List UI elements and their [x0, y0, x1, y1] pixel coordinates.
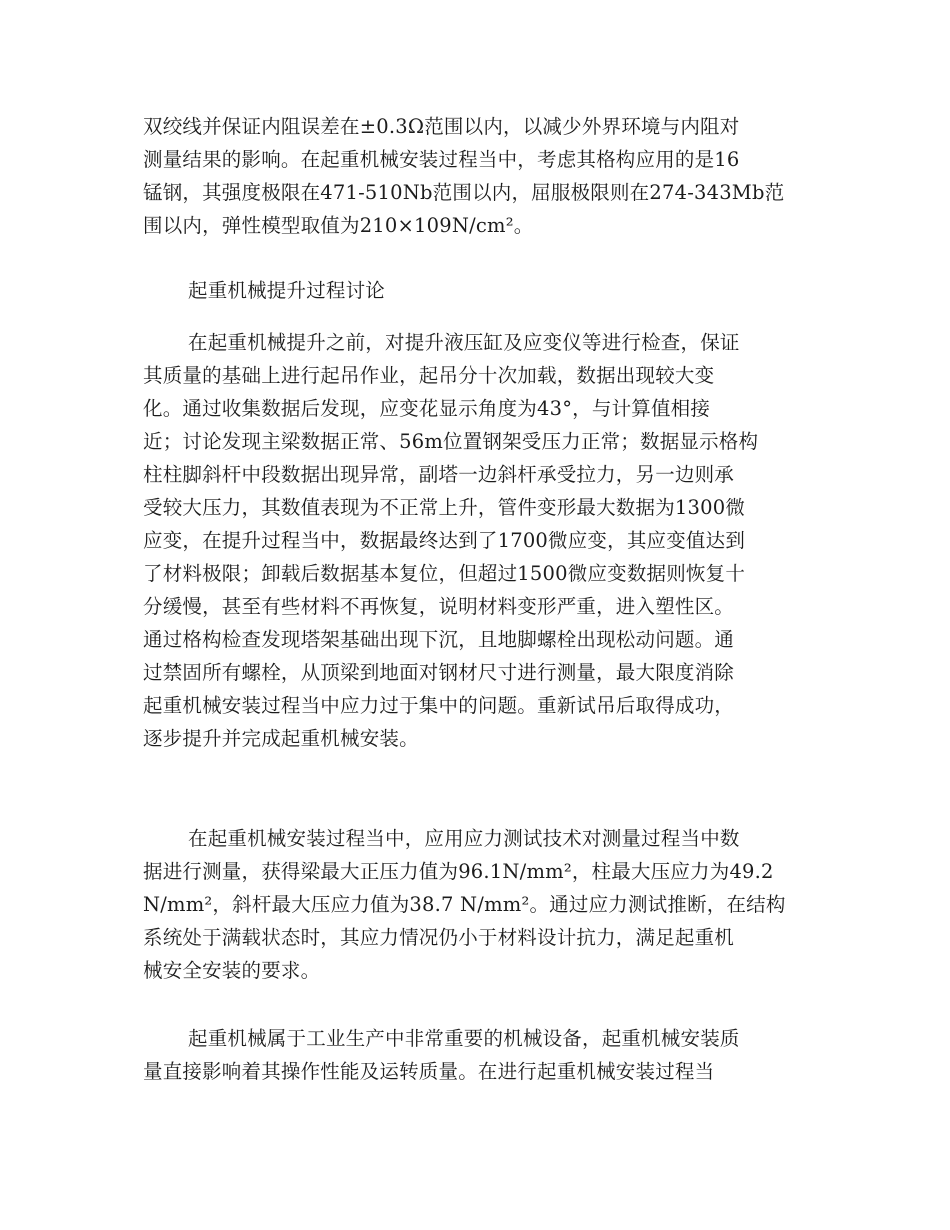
- text-line: 在起重机械安装过程当中，应用应力测试技术对测量过程当中数: [188, 827, 740, 850]
- text-line: 量直接影响着其操作性能及运转质量。在进行起重机械安装过程当: [143, 1060, 715, 1083]
- text-line: 械安全安装的要求。: [143, 959, 321, 982]
- text-line: N/mm²，斜杆最大压应力值为38.7 N/mm²。通过应力测试推断，在结构: [143, 893, 786, 916]
- text-line: 围以内，弹性模型取值为210×109N/cm²。: [143, 214, 534, 237]
- heading-text: 起重机械提升过程讨论: [188, 279, 386, 302]
- text-line: 通过格构检查发现塔架基础出现下沉，且地脚螺栓出现松动问题。通: [143, 628, 735, 651]
- text-line: 柱柱脚斜杆中段数据出现异常，副塔一边斜杆承受拉力，另一边则承: [143, 463, 735, 486]
- text-line: 测量结果的影响。在起重机械安装过程当中，考虑其格构应用的是16: [143, 148, 740, 171]
- text-line: 起重机械安装过程当中应力过于集中的问题。重新试吊后取得成功，: [143, 694, 735, 717]
- paragraph-3: [143, 822, 813, 987]
- text-line: 应变，在提升过程当中，数据最终达到了1700微应变，其应变值达到: [143, 529, 746, 552]
- text-line: 逐步提升并完成起重机械安装。: [143, 727, 419, 750]
- text-line: 化。通过收集数据后发现，应变花显示角度为43°，与计算值相接: [143, 397, 711, 420]
- paragraph-2: [143, 326, 813, 755]
- text-line: 在起重机械提升之前，对提升液压缸及应变仪等进行检查，保证: [188, 331, 740, 354]
- text-line: 近；讨论发现主梁数据正常、56m位置钢架受压力正常；数据显示格构: [143, 430, 759, 453]
- text-line: 锰钢，其强度极限在471-510Nb范围以内，屈服极限则在274-343Mb范: [143, 181, 785, 204]
- text-line: 过禁固所有螺栓，从顶梁到地面对钢材尺寸进行测量，最大限度消除: [143, 661, 735, 684]
- text-line: 其质量的基础上进行起吊作业，起吊分十次加载，数据出现较大变: [143, 364, 715, 387]
- paragraph-4: [143, 1022, 813, 1088]
- text-line: 了材料极限；卸载后数据基本复位，但超过1500微应变数据则恢复十: [143, 562, 746, 585]
- text-line: 据进行测量，获得梁最大正压力值为96.1N/mm²，柱最大压应力为49.2: [143, 860, 774, 883]
- section-heading: [143, 274, 813, 307]
- text-line: 受较大压力，其数值表现为不正常上升，管件变形最大数据为1300微: [143, 496, 746, 519]
- text-line: 系统处于满载状态时，其应力情况仍小于材料设计抗力，满足起重机: [143, 926, 735, 949]
- text-line: 起重机械属于工业生产中非常重要的机械设备，起重机械安装质: [188, 1027, 740, 1050]
- text-line: 分缓慢，甚至有些材料不再恢复，说明材料变形严重，进入塑性区。: [143, 595, 735, 618]
- paragraph-1: [143, 110, 813, 242]
- text-line: 双绞线并保证内阻误差在±0.3Ω范围以内，以减少外界环境与内阻对: [143, 115, 740, 138]
